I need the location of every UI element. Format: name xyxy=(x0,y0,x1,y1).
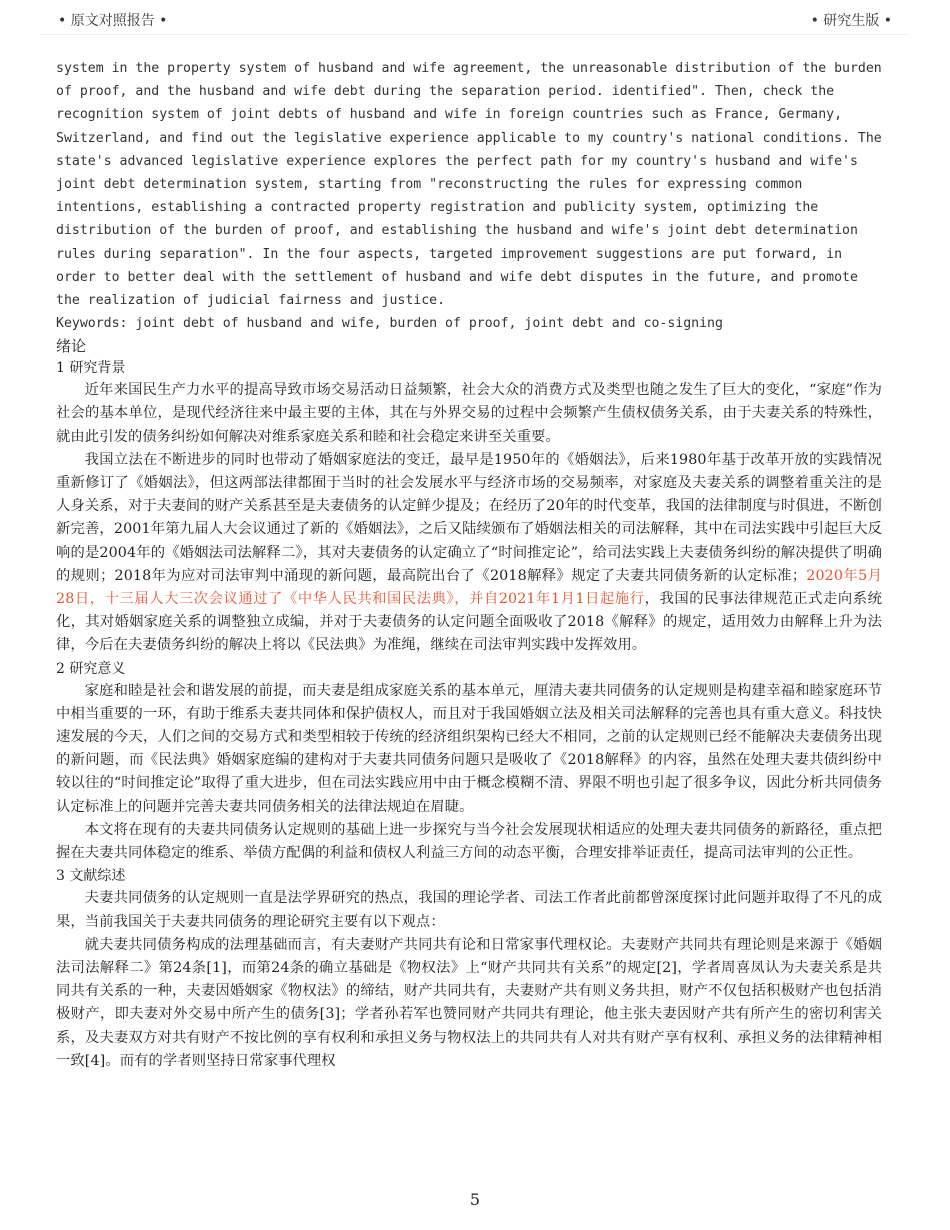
section-1-paragraph-2 xyxy=(56,449,882,658)
section-3-paragraph-2: 就夫妻共同债务构成的法理基础而言，有夫妻财产共同共有论和日常家事代理权论。夫妻财产共同共有理论则是来源于《婚姻法司法解释二》第24条[1]，而第24条的确立基础是《物权法》上“财产共同共有关系”的规定[2]，学者周喜凤认为夫妻关系是共同共有关系的一种，夫妻因婚姻家《物权法》的缔结，财产共同共有，夫妻财产共有则义务共担，财产不仅包括积极财产也包括消极财产，即夫妻对外交易中所产生的债务[3]；学者孙若军也赞同财产共同共有理论，他主张夫妻因财产共有所产生的密切利害关系，及夫妻双方对共有财产不按比例的享有权利和承担义务与物权法上的共同共有人对共有财产享有权利、承担义务的法律精神相一致[4]。而有的学者则坚持日常家事代理权 xyxy=(56,936,882,1069)
keywords-line: Keywords: joint debt of husband and wife, burden of proof, joint debt and co-signing xyxy=(56,316,723,332)
section-3-heading: 3 文献综述 xyxy=(56,868,126,885)
section-1-paragraph-1: 近年来国民生产力水平的提高导致市场交易活动日益频繁，社会大众的消费方式及类型也随之发生了巨大的变化，“家庭”作为社会的基本单位，是现代经济往来中最主要的主体，其在与外界交易的过程中会频繁产生债权债务关系，由于夫妻关系的特殊性，就由此引发的债务纠纷如何解决对维系家庭关系和睦和社会稳定来讲至关重要。 xyxy=(56,382,882,445)
section-1-heading: 1 研究背景 xyxy=(56,360,126,377)
header-right-label: • 研究生版 • xyxy=(810,13,892,29)
section-2-heading: 2 研究意义 xyxy=(56,660,126,677)
abstract-english: system in the property system of husband and wife agreement, the unreasonable distribution of the burden of proof, and the husband and wife debt during the separation period. identified". Then, check the recognition system of joint debts of husband and wife in foreign countries such as France, Germany, Switzerland, and find out the legislative experience applicable to my country's national conditions. The state's advanced legislative experience explores the perfect path for my country's husband and wife's joint debt determination system, starting from "reconstructing the rules for expressing common intentions, establishing a contracted property registration and publicity system, optimizing the distribution of the burden of proof, and establishing the husband and wife's joint debt determination rules during separation". In the four aspects, targeted improvement suggestions are put forward, in order to better deal with the settlement of husband and wife debt disputes in the future, and promote the realization of judicial fairness and justice. xyxy=(56,61,882,309)
highlighted-text: 2020年5月28日，十三届人大三次会议通过了《中华人民共和国民法典》，并自2021年1月1日起施行 xyxy=(56,567,882,608)
section-3-paragraph-1: 夫妻共同债务的认定规则一直是法学界研究的热点，我国的理论学者、司法工作者此前都曾深度探讨此问题并取得了不凡的成果，当前我国关于夫妻共同债务的理论研究主要有以下观点： xyxy=(56,890,882,930)
header-divider xyxy=(40,34,910,35)
section-2-paragraph-2: 本文将在现有的夫妻共同债务认定规则的基础上进一步探究与当今社会发展现状相适应的处理夫妻共同债务的新路径，重点把握在夫妻共同体稳定的维系、举债方配偶的利益和债权人利益三方间的动态平衡，合理安排举证责任，提高司法审判的公正性。 xyxy=(56,821,882,862)
header-left-label: • 原文对照报告 • xyxy=(58,13,168,29)
intro-heading: 绪论 xyxy=(56,337,87,356)
page-number: 5 xyxy=(469,1190,481,1209)
paragraph-text: 我国立法在不断进步的同时也带动了婚姻家庭法的变迁，最早是1950年的《婚姻法》，后来1980年基于改革开放的实践情况重新修订了《婚姻法》，但这两部法律都囿于当时的社会发展水平与经济市场的交易频率，对家庭及夫妻关系的调整着重关注的是人身关系，对于夫妻间的财产关系甚至是夫妻债务的认定鲜少提及；在经历了20年的时代变革，我国的法律制度与时俱进，不断创新完善，2001年第九届人大会议通过了新的《婚姻法》，之后又陆续颁布了婚姻法相关的司法解释，其中在司法实践中引起巨大反响的是2004年的《婚姻法司法解释二》，其对夫妻债务的认定确立了“时间推定论”，给司法实践上夫妻债务纠纷的解决提供了明确的规则；2018年为应对司法审判中涌现的新问题，最高院出台了《2018解释》规定了夫妻共同债务新的认定标准； xyxy=(56,451,882,584)
section-2-paragraph-1: 家庭和睦是社会和谐发展的前提，而夫妻是组成家庭关系的基本单元，厘清夫妻共同债务的认定规则是构建幸福和睦家庭环节中相当重要的一环，有助于维系夫妻共同体和保护债权人，而且对于我国婚姻立法及相关司法解释的完善也具有重大意义。科技快速发展的今天，人们之间的交易方式和类型相较于传统的经济组织架构已经大不相同，之前的认定规则已经不能解决夫妻债务出现的新问题，而《民法典》婚姻家庭编的建构对于夫妻共同债务问题只是吸收了《2018解释》的内容，虽然在处理夫妻共债纠纷中较以往的“时间推定论”取得了重大进步，但在司法实践应用中由于概念模糊不清、界限不明也引起了很多争议，因此分析共同债务认定标准上的问题并完善夫妻共同债务相关的法律法规迫在眉睫。 xyxy=(56,682,882,815)
page-body xyxy=(56,57,882,1073)
paragraph-text: ，我国的民事法律规范正式走向系统化，其对婚姻家庭关系的调整独立成编，并对于夫妻债务的认定问题全面吸收了2018《解释》的规定，适用效力由解释上升为法律，今后在夫妻债务纠纷的解决上将以《民法典》为准绳，继续在司法审判实践中发挥效用。 xyxy=(56,591,882,654)
